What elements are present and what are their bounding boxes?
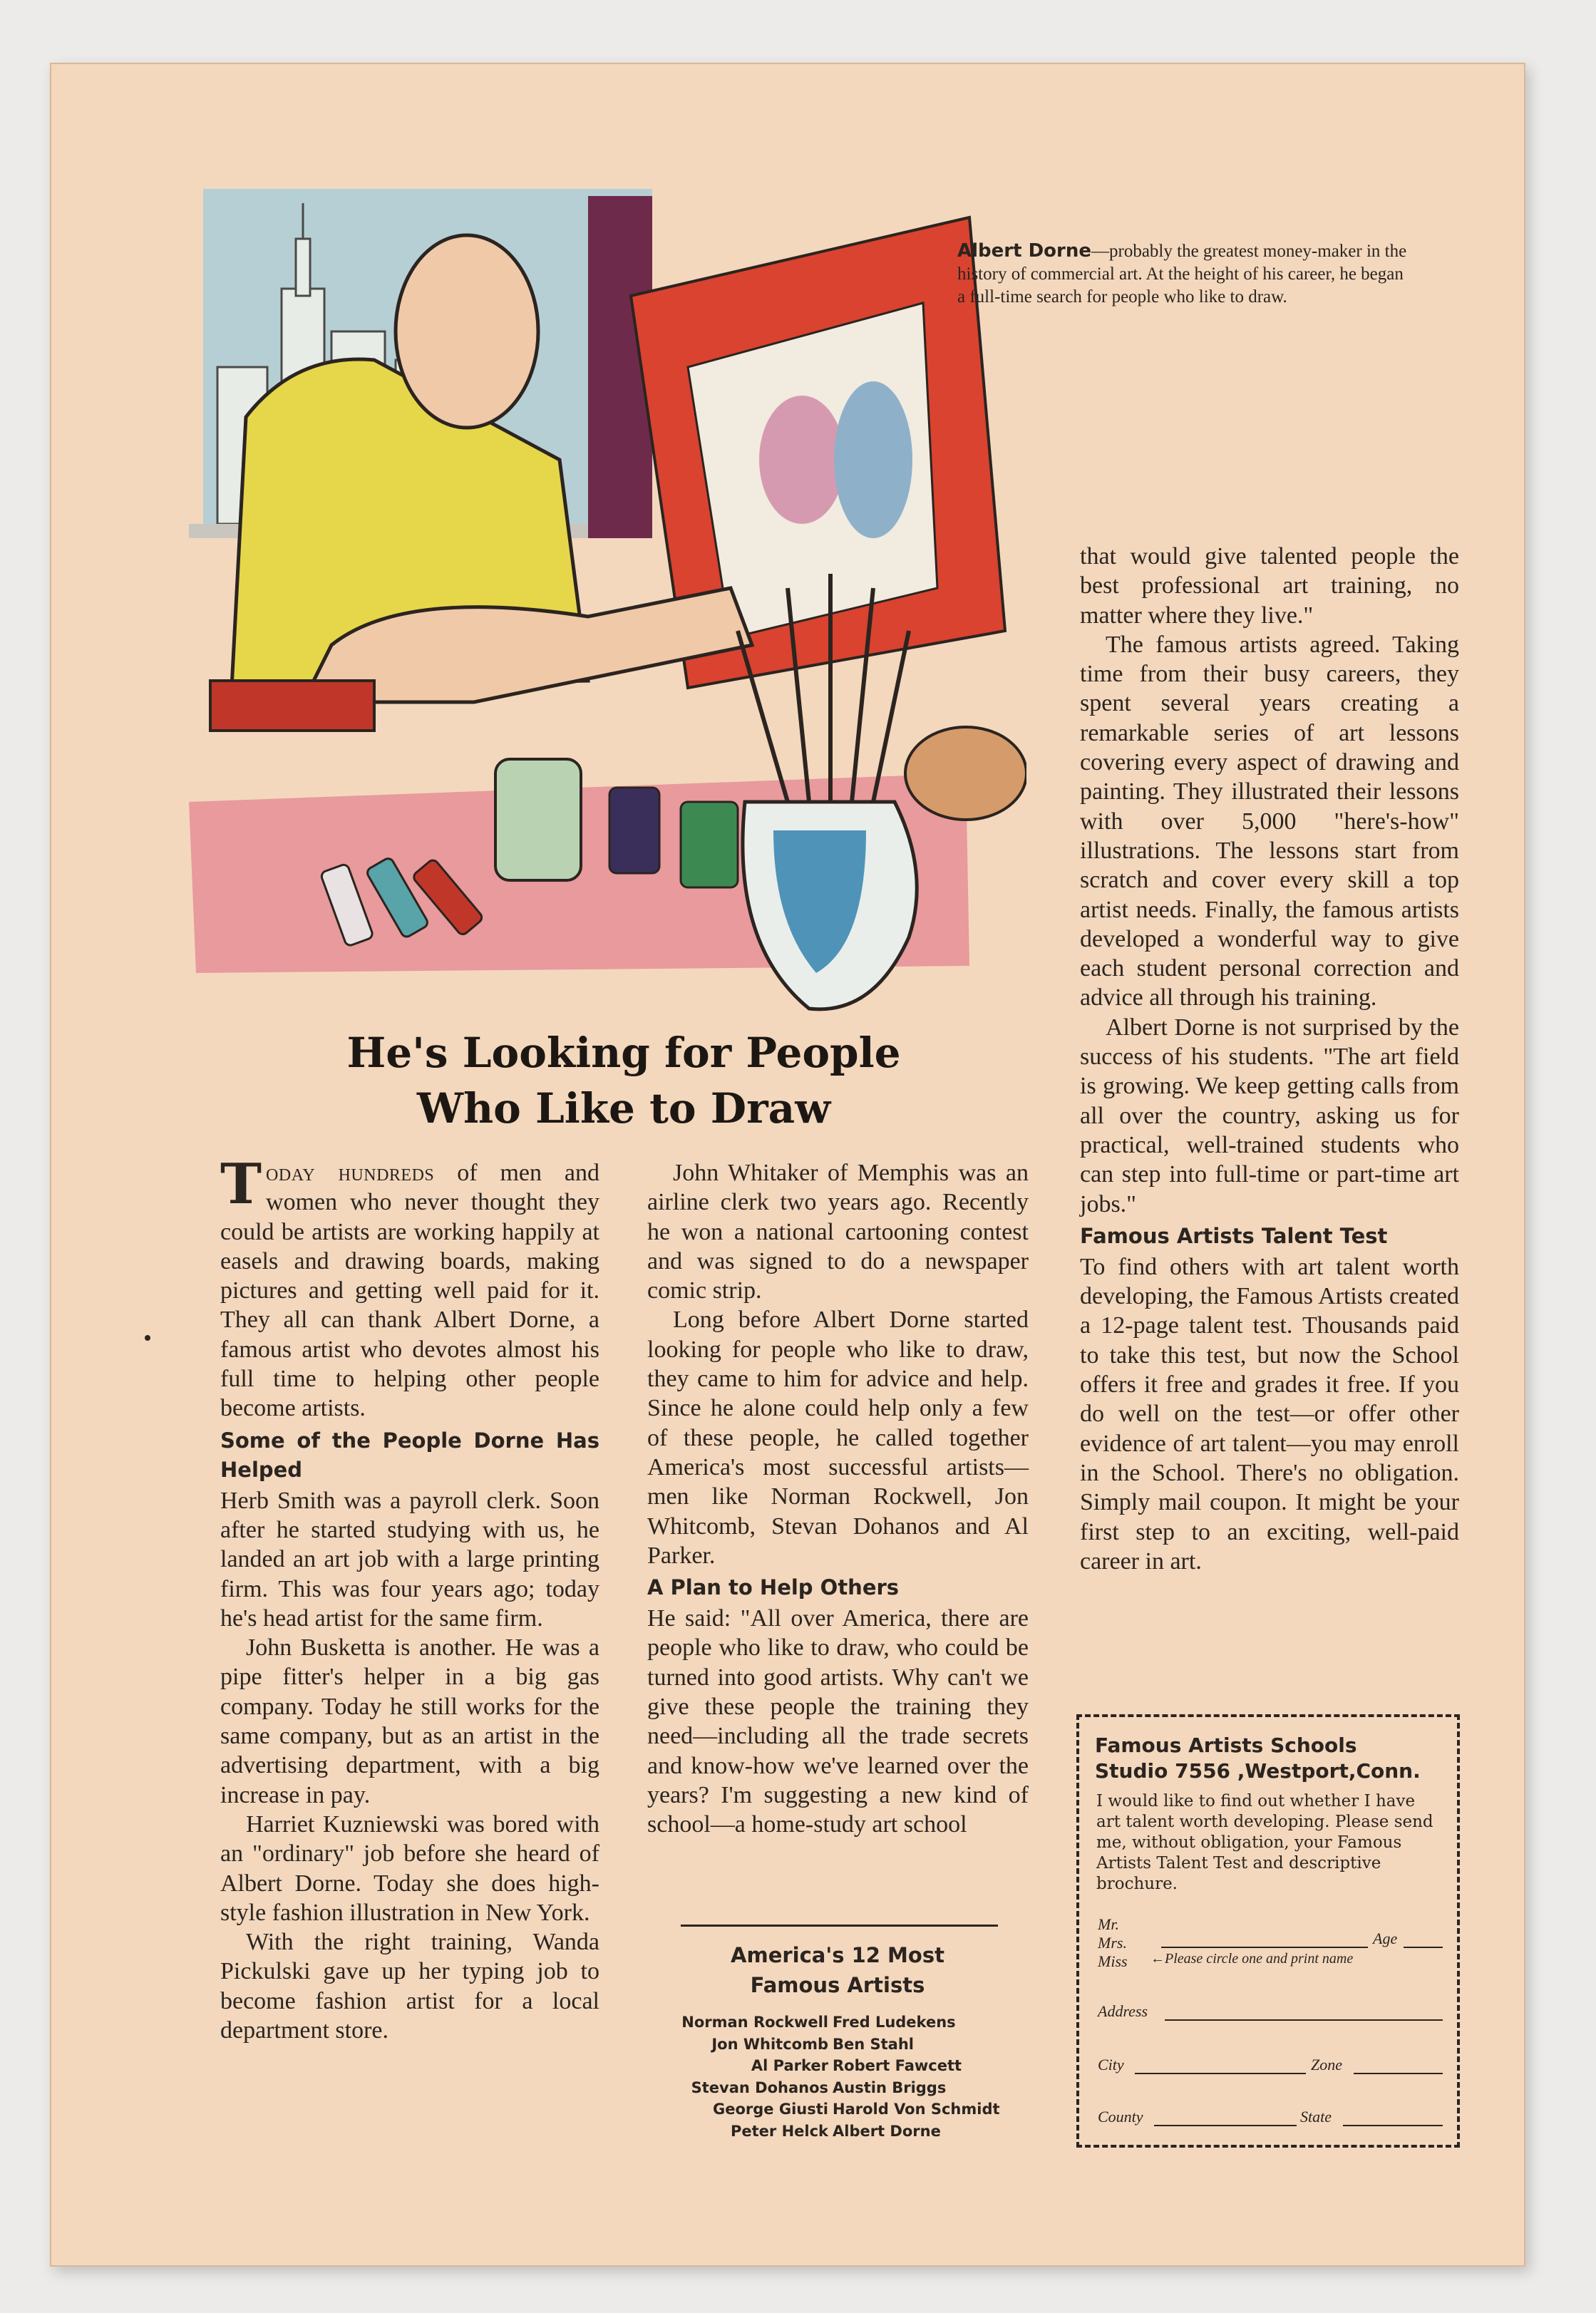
artist-name: Harold Von Schmidt — [833, 2101, 1000, 2118]
col2-paragraph-3: He said: "All over America, there are people who like to draw, who could be turned into good artists. Why can't we give these people the training they need—including all the trade secrets and know-how we've learned over the years? I'm suggesting a new kind of school—a home-study art school — [647, 1605, 1029, 1838]
col3-paragraph-4: To find others with art talent worth developing, the Famous Artists created a 12-page talent test. Thousands paid to take this test, but now the School offers it free and grades it free. If you do well on the test—or offer other evidence of art talent—you may enroll in the School. There's no obligation. Simply mail coupon. It might be your first step to an exciting, well-paid career in art. — [1080, 1253, 1459, 1575]
col2-paragraph-2: Long before Albert Dorne started looking for people who like to draw, they came to him for advice and help. Since he alone could help only a few of these people, he called together America's most successful artists—men like Norman Rockwell, Jon Whitcomb, Stevan Dohanos and Al Parker. — [647, 1307, 1029, 1569]
title-mr: Mr. — [1098, 1915, 1119, 1933]
col1-p1-text: of men and women who never thought they could be artists are working happily at easels and drawing boards, making pictures and getting well paid for it. They all can thank Albert Dorne, a famous artist who devotes almost his full time to helping other people become artists. — [220, 1160, 599, 1422]
col3-paragraph-1: that would give talented people the best professional art training, no matter where they live." — [1080, 543, 1459, 629]
artist-name: Ben Stahl — [833, 2035, 914, 2053]
artist-name: George Giusti — [713, 2101, 828, 2118]
stray-dot — [145, 1335, 150, 1341]
illustration-caption — [957, 239, 1414, 309]
circle-note: ←Please circle one and print name — [1150, 1951, 1354, 1967]
albert-dorne-illustration — [189, 189, 1026, 1016]
paint-jars — [495, 759, 738, 887]
article-column-1 — [220, 1152, 599, 2045]
coupon-header — [1095, 1733, 1421, 1784]
artist-name: Norman Rockwell — [681, 2014, 828, 2031]
address-line[interactable] — [1165, 2019, 1443, 2021]
lead-small-caps: oday hundreds — [266, 1160, 435, 1186]
col2-paragraph-1: John Whitaker of Memphis was an airline clerk two years ago. Recently he won a national cartooning contest and was signed to do a newspaper comic strip. — [647, 1160, 1029, 1304]
city-label: City — [1098, 2056, 1124, 2074]
coupon-address-line: Studio 7556 ,Westport,Conn. — [1095, 1759, 1421, 1783]
city-line[interactable] — [1135, 2073, 1306, 2074]
artist-name: Fred Ludekens — [833, 2014, 956, 2031]
state-label: State — [1300, 2108, 1332, 2126]
drop-cap: T — [220, 1152, 262, 1217]
title-options — [1098, 1915, 1128, 1971]
caption-name: Albert Dorne — [957, 240, 1091, 262]
drawn-figure-man — [834, 381, 912, 538]
col1-paragraph-1 — [220, 1152, 599, 1423]
artist-name: Peter Helck — [730, 2122, 828, 2140]
man-head — [396, 235, 538, 428]
artists-left-column — [636, 2011, 828, 2143]
artist-name: Stevan Dohanos — [691, 2078, 828, 2096]
col3-paragraph-2: The famous artists agreed. Taking time from their busy careers, they spent several years creating a remarkable series of art lessons covering every aspect of drawing and painting. They illustrated their lessons with over 5,000 "here's-how" illustrations. The lessons start from scratch and cover every skill a top artist needs. Finally, the famous artists developed a wonderful way to give each student personal correction and advice all through his training. — [1080, 631, 1459, 1011]
article-column-3 — [1080, 542, 1459, 1576]
divider-rule — [681, 1925, 998, 1927]
artist-name: Albert Dorne — [833, 2122, 941, 2140]
artists-right-column — [833, 2011, 1046, 2143]
county-line[interactable] — [1154, 2125, 1297, 2126]
title-mrs: Mrs. — [1098, 1934, 1127, 1952]
state-line[interactable] — [1343, 2125, 1443, 2126]
drawn-figure-woman — [759, 396, 845, 524]
famous-artists-title — [642, 1940, 1034, 2000]
coupon-text: I would like to find out whether I have art talent worth developing. Please send me, without obligation, your Famous Artists Talent Test and descriptive brochure. — [1096, 1792, 1433, 1893]
age-line[interactable] — [1404, 1947, 1443, 1948]
artist-name: Robert Fawcett — [833, 2057, 962, 2075]
headline-line-1: He's Looking for People — [346, 1029, 901, 1077]
address-label: Address — [1098, 2002, 1148, 2020]
article-column-2 — [647, 1158, 1029, 1840]
page-title — [242, 1025, 1005, 1136]
col1-paragraph-3: John Busketta is another. He was a pipe fitter's helper in a big gas company. Today he still works for the same company, but as an artist in the advertising department, with a big increase in pay. — [220, 1634, 599, 1808]
county-label: County — [1098, 2108, 1143, 2126]
circle-note-text: Please circle one and print name — [1165, 1951, 1354, 1967]
col1-paragraph-2: Herb Smith was a payroll clerk. Soon after he started studying with us, he landed an art job with a large printing firm. This was four years ago; today he's head artist for the same firm. — [220, 1487, 599, 1632]
headline-line-2: Who Like to Draw — [416, 1084, 831, 1133]
coupon-school-name: Famous Artists Schools — [1095, 1734, 1357, 1757]
col2-subhead: A Plan to Help Others — [647, 1575, 900, 1600]
col3-subhead: Famous Artists Talent Test — [1080, 1223, 1388, 1248]
age-label: Age — [1373, 1930, 1398, 1947]
artist-name: Austin Briggs — [833, 2078, 947, 2096]
col1-paragraph-4: Harriet Kuzniewski was bored with an "ordinary" job before she heard of Albert Dorne. Today she does high-style fashion illustration in New York. — [220, 1810, 599, 1926]
artist-name: Jon Whitcomb — [711, 2035, 828, 2053]
mail-coupon — [1076, 1714, 1460, 2148]
name-line[interactable] — [1161, 1947, 1368, 1948]
col3-paragraph-3: Albert Dorne is not surprised by the success of his students. "The art field is growing. We keep getting calls from all over the country, asking us for practical, well-trained students who can step into full-time or part-time art jobs." — [1080, 1014, 1459, 1217]
title-miss: Miss — [1098, 1952, 1128, 1970]
zone-label: Zone — [1311, 2056, 1342, 2074]
col1-paragraph-5: With the right training, Wanda Pickulski gave up her typing job to become fashion artist for a local department store. — [220, 1929, 599, 2044]
famous-artists-title-line-2: Famous Artists — [750, 1973, 925, 1997]
zone-line[interactable] — [1354, 2073, 1443, 2074]
famous-artists-title-line-1: America's 12 Most — [731, 1943, 944, 1967]
caption-text: —probably the greatest money-maker in the history of commercial art. At the height of his career, he began a full-time search for people who like to draw. — [957, 242, 1407, 306]
chair-back — [210, 681, 374, 731]
col1-subhead: Some of the People Dorne Has Helped — [220, 1428, 599, 1482]
mixing-bowl — [905, 727, 1026, 820]
artist-name: Al Parker — [751, 2057, 828, 2075]
